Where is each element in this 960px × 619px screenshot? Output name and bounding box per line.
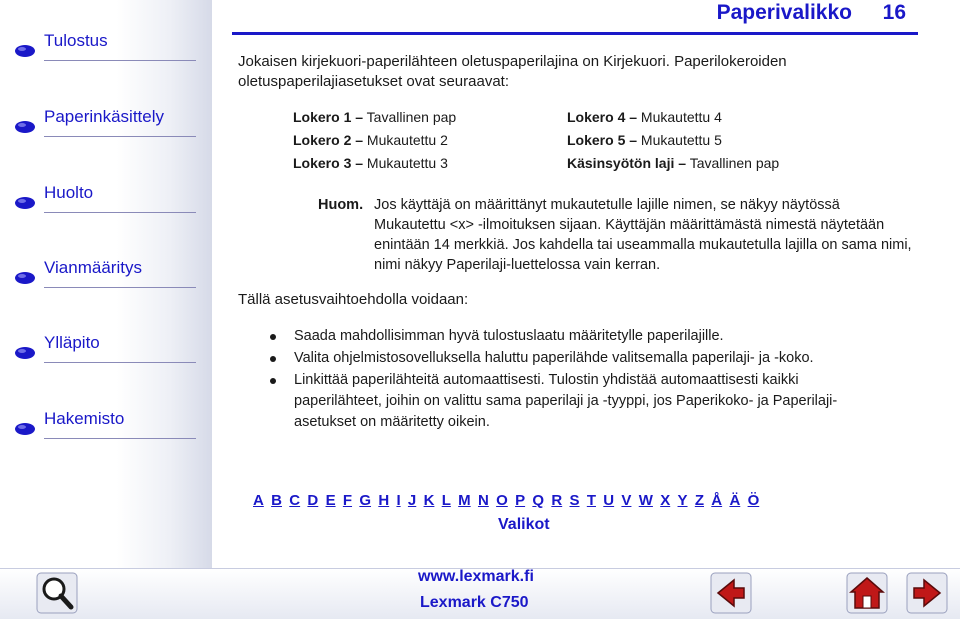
sidebar-item-label: Paperinkäsittely	[44, 107, 165, 126]
tray-value: Mukautettu 3	[366, 155, 448, 171]
tray-setting	[293, 108, 456, 126]
arrow-bullet-icon	[14, 44, 36, 58]
search-icon	[36, 572, 78, 614]
tray-setting	[567, 108, 722, 126]
list-item-text: Valita ohjelmistosovelluksella haluttu paperilähde valitsemalla paperilaji- ja -koko.	[294, 350, 814, 366]
lead-text: Tällä asetusvaihtoehdolla voidaan:	[238, 291, 469, 308]
index-letter-g[interactable]: G	[359, 492, 372, 509]
search-button[interactable]	[36, 572, 78, 614]
intro-paragraph: Jokaisen kirjekuori-paperilähteen oletuspaperilajina on Kirjekuori. Paperilokeroiden oletuspaperilajiasetukset ovat seuraavat:	[238, 53, 787, 90]
index-letter-u[interactable]: U	[603, 492, 615, 509]
tray-value: Mukautettu 4	[640, 109, 722, 125]
page-number: 16	[882, 1, 906, 24]
index-letter-aring[interactable]: Å	[711, 492, 723, 509]
index-letter-j[interactable]: J	[407, 492, 417, 509]
tray-name: Käsinsyötön laji –	[567, 155, 687, 171]
valikot-link[interactable]: Valikot	[498, 516, 550, 533]
back-icon	[710, 572, 752, 614]
sidebar-item-paperinkasittely[interactable]	[14, 106, 184, 146]
index-letter-s[interactable]: S	[569, 492, 580, 509]
index-letter-i[interactable]: I	[396, 492, 401, 509]
index-letter-y[interactable]: Y	[677, 492, 688, 509]
list-item	[270, 370, 890, 433]
bullet-dot-icon	[270, 334, 276, 340]
index-letter-z[interactable]: Z	[694, 492, 704, 509]
index-letter-v[interactable]: V	[621, 492, 632, 509]
note-label: Huom.	[318, 197, 364, 213]
divider	[44, 212, 196, 213]
back-button[interactable]	[710, 572, 752, 614]
arrow-bullet-icon	[14, 120, 36, 134]
note-text: Jos käyttäjä on määrittänyt mukautetulle lajille nimen, se näkyy näytössä Mukautettu <x> -ilmoituksen sijaan. Käyttäjän määrittämästä nimestä näytetään enintään 14 merkkiä. Jos kahdella tai useammalla mukautetulla lajilla on sama nimi, nimi näkyy Paperilaji-luettelossa vain kerran.	[374, 197, 912, 273]
index-letter-c[interactable]: C	[289, 492, 301, 509]
index-letter-f[interactable]: F	[342, 492, 353, 509]
index-letter-h[interactable]: H	[378, 492, 390, 509]
index-letter-o[interactable]: O	[496, 492, 508, 509]
index-letter-m[interactable]: M	[458, 492, 471, 509]
list-item	[270, 348, 890, 369]
index-letter-e[interactable]: E	[325, 492, 336, 509]
sidebar-item-label: Tulostus	[44, 31, 108, 50]
header-divider	[232, 32, 918, 35]
sidebar-item-tulostus[interactable]	[14, 30, 184, 70]
sidebar-item-label: Hakemisto	[44, 409, 125, 428]
index-letter-p[interactable]: P	[515, 492, 526, 509]
sidebar-item-hakemisto[interactable]	[14, 408, 184, 448]
tray-value: Mukautettu 5	[640, 132, 722, 148]
alphabet-index	[253, 492, 767, 509]
divider	[44, 362, 196, 363]
sidebar	[0, 0, 212, 568]
index-letter-b[interactable]: B	[271, 492, 282, 509]
tray-name: Lokero 4 –	[567, 109, 638, 125]
tray-setting	[567, 131, 722, 149]
tray-value: Tavallinen pap	[689, 155, 780, 171]
arrow-bullet-icon	[14, 271, 36, 285]
index-letter-q[interactable]: Q	[532, 492, 545, 509]
divider	[44, 287, 196, 288]
tray-value: Tavallinen pap	[366, 109, 457, 125]
sidebar-item-label: Huolto	[44, 183, 94, 202]
tray-name: Lokero 5 –	[567, 132, 638, 148]
tray-value: Mukautettu 2	[366, 132, 448, 148]
home-icon	[846, 572, 888, 614]
list-item-text: Saada mahdollisimman hyvä tulostuslaatu määritetylle paperilajille.	[294, 328, 724, 344]
list-item-text: Linkittää paperilähteitä automaattisesti. Tulostin yhdistää automaattisesti kaikki paperilähteet, joihin on valittu sama paperilaji ja -tyyppi, jos Paperikoko- ja Paperilaji-asetukset on määritetty oikein.	[294, 372, 838, 430]
index-letter-x[interactable]: X	[660, 492, 671, 509]
index-letter-n[interactable]: N	[477, 492, 489, 509]
index-letter-r[interactable]: R	[551, 492, 563, 509]
footer-url[interactable]: www.lexmark.fi	[418, 568, 534, 585]
list-item	[270, 326, 890, 347]
forward-button[interactable]	[906, 572, 948, 614]
forward-icon	[906, 572, 948, 614]
divider	[44, 60, 196, 61]
tray-setting	[293, 154, 448, 172]
index-letter-ouml[interactable]: Ö	[747, 492, 760, 509]
sidebar-item-vianmaaritys[interactable]	[14, 257, 184, 297]
page-title: Paperivalikko	[716, 1, 852, 24]
tray-name: Lokero 2 –	[293, 132, 364, 148]
bullet-dot-icon	[270, 378, 276, 384]
index-letter-t[interactable]: T	[586, 492, 596, 509]
sidebar-item-yllapito[interactable]	[14, 332, 184, 372]
index-letter-d[interactable]: D	[307, 492, 319, 509]
tray-setting	[293, 131, 448, 149]
arrow-bullet-icon	[14, 346, 36, 360]
index-letter-l[interactable]: L	[441, 492, 451, 509]
footer-model: Lexmark C750	[420, 594, 529, 611]
index-letter-w[interactable]: W	[638, 492, 653, 509]
sidebar-item-huolto[interactable]	[14, 182, 184, 222]
bullet-dot-icon	[270, 356, 276, 362]
divider	[44, 438, 196, 439]
sidebar-item-label: Ylläpito	[44, 333, 100, 352]
tray-name: Lokero 1 –	[293, 109, 364, 125]
bullet-list	[270, 326, 890, 434]
arrow-bullet-icon	[14, 422, 36, 436]
index-letter-k[interactable]: K	[423, 492, 435, 509]
sidebar-item-label: Vianmääritys	[44, 258, 142, 277]
tray-name: Lokero 3 –	[293, 155, 364, 171]
tray-setting	[567, 154, 779, 172]
arrow-bullet-icon	[14, 196, 36, 210]
home-button[interactable]	[846, 572, 888, 614]
index-letter-auml[interactable]: Ä	[729, 492, 741, 509]
divider	[44, 136, 196, 137]
index-letter-a[interactable]: A	[253, 492, 264, 509]
